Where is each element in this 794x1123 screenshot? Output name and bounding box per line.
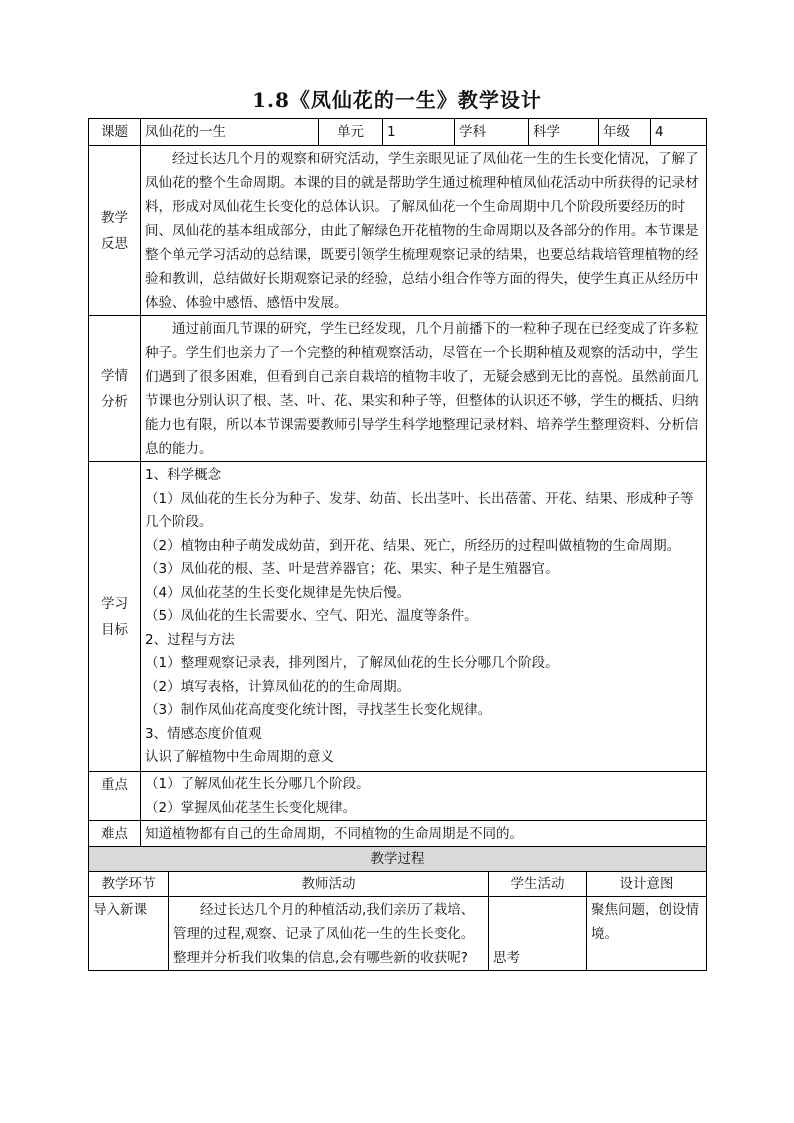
objective-line: （5）凤仙花的生长需要水、空气、阳光、温度等条件。 bbox=[145, 608, 478, 624]
objective-line: （3）凤仙花的根、茎、叶是营养器官；花、果实、种子是生殖器官。 bbox=[145, 561, 559, 577]
unit-value: 1 bbox=[383, 119, 455, 146]
column-header-teacher: 教师活动 bbox=[169, 872, 489, 897]
difficulty-label: 难点 bbox=[89, 821, 141, 847]
topic-value: 凤仙花的一生 bbox=[141, 119, 319, 146]
topic-label: 课题 bbox=[89, 119, 141, 146]
stage-cell: 导入新课 bbox=[89, 897, 169, 971]
key-point-line: （1）了解凤仙花生长分哪几个阶段。 bbox=[145, 776, 370, 792]
difficulty-row bbox=[89, 821, 707, 847]
objective-line: 3、情感态度价值观 bbox=[145, 725, 262, 742]
objective-line: 认识了解植物中生命周期的意义 bbox=[145, 749, 334, 765]
analysis-label bbox=[89, 316, 141, 462]
process-header: 教学过程 bbox=[89, 847, 707, 872]
objective-line: （1）整理观察记录表，排列图片，了解凤仙花的生长分哪几个阶段。 bbox=[145, 655, 559, 671]
reflection-text: 经过长达几个月的观察和研究活动，学生亲眼见证了凤仙花一生的生长变化情况，了解了凤仙花的整个生命周期。本课的目的就是帮助学生通过梳理种植凤仙花活动中所获得的记录材料，形成对凤仙花生长变化的总体认识。了解凤仙花一个生命周期中几个阶段所要经历的时间、凤仙花的基本组成部分，由此了解绿色开花植物的生命周期以及各部分的作用。本节课是整个单元学习活动的总结课，既要引领学生梳理观察记录的结果，也要总结栽培管理植物的经验和教训，总结做好长期观察记录的经验，总结小组合作等方面的得失，使学生真正从经历中体验、体验中感悟、感悟中发展。 bbox=[141, 146, 707, 316]
grade-value: 4 bbox=[651, 119, 707, 146]
subject-value: 科学 bbox=[529, 119, 599, 146]
key-points-label: 重点 bbox=[89, 772, 141, 821]
grade-label: 年级 bbox=[599, 119, 651, 146]
objective-line: （2）填写表格，计算凤仙花的的生命周期。 bbox=[145, 678, 411, 695]
objectives-label-line1: 学习 bbox=[101, 595, 128, 612]
key-point-line: （2）掌握凤仙花茎生长变化规律。 bbox=[145, 799, 357, 816]
key-points-content bbox=[141, 772, 707, 821]
analysis-text: 通过前面几节课的研究，学生已经发现，几个月前播下的一粒种子现在已经变成了许多粒种子。学生们也亲力了一个完整的种植观察活动，尽管在一个长期种植及观察的活动中，学生们遇到了很多困难，但看到自己亲自栽培的植物丰收了，无疑会感到无比的喜悦。虽然前面几节课也分别认识了根、茎、叶、花、果实和种子等，但整体的认识还不够，学生的概括、归纳能力也有限，所以本节课需要教师引导学生科学地整理记录材料、培养学生整理资料、分析信息的能力。 bbox=[141, 316, 707, 462]
analysis-row bbox=[89, 316, 707, 462]
analysis-label-line1: 学情 bbox=[101, 367, 128, 384]
process-column-headers bbox=[89, 872, 707, 897]
difficulty-text: 知道植物都有自己的生命周期，不同植物的生命周期是不同的。 bbox=[141, 821, 707, 847]
info-row bbox=[89, 119, 707, 146]
objective-line: （1）凤仙花的生长分为种子、发芽、幼苗、长出茎叶、长出蓓蕾、开花、结果、形成种子等几个阶段。 bbox=[145, 490, 694, 530]
document-title: 1.8《凤仙花的一生》教学设计 bbox=[252, 88, 542, 112]
process-table bbox=[88, 846, 707, 971]
key-points-row bbox=[89, 772, 707, 821]
reflection-row bbox=[89, 146, 707, 316]
teacher-activity-cell: 经过长达几个月的种植活动,我们亲历了栽培、管理的过程,观察、记录了凤仙花一生的生长变化。整理并分析我们收集的信息,会有哪些新的收获呢? bbox=[169, 897, 489, 971]
lesson-plan-table bbox=[88, 118, 707, 847]
objective-line: （4）凤仙花茎的生长变化规律是先快后慢。 bbox=[145, 584, 411, 601]
objectives-label-line2: 目标 bbox=[101, 621, 128, 638]
reflection-label-line2: 反思 bbox=[101, 235, 128, 252]
objective-line: 2、过程与方法 bbox=[145, 631, 235, 648]
process-row bbox=[89, 897, 707, 971]
subject-label: 学科 bbox=[455, 119, 529, 146]
unit-label: 单元 bbox=[319, 119, 383, 146]
reflection-label bbox=[89, 146, 141, 316]
objective-line: 1、科学概念 bbox=[145, 467, 222, 483]
objectives-label bbox=[89, 462, 141, 772]
column-header-intent: 设计意图 bbox=[587, 872, 707, 897]
column-header-stage: 教学环节 bbox=[89, 872, 169, 897]
objective-line: （2）植物由种子萌发成幼苗，到开花、结果、死亡，所经历的过程叫做植物的生命周期。 bbox=[145, 537, 681, 554]
objective-line: （3）制作凤仙花高度变化统计图，寻找茎生长变化规律。 bbox=[145, 702, 492, 718]
design-intent-cell: 聚焦问题，创设情境。 bbox=[587, 897, 707, 971]
objectives-content bbox=[141, 462, 707, 772]
column-header-student: 学生活动 bbox=[489, 872, 587, 897]
reflection-label-line1: 教学 bbox=[101, 209, 128, 226]
student-activity-cell: 思考 bbox=[489, 897, 587, 971]
analysis-label-line2: 分析 bbox=[101, 393, 128, 410]
objectives-row bbox=[89, 462, 707, 772]
